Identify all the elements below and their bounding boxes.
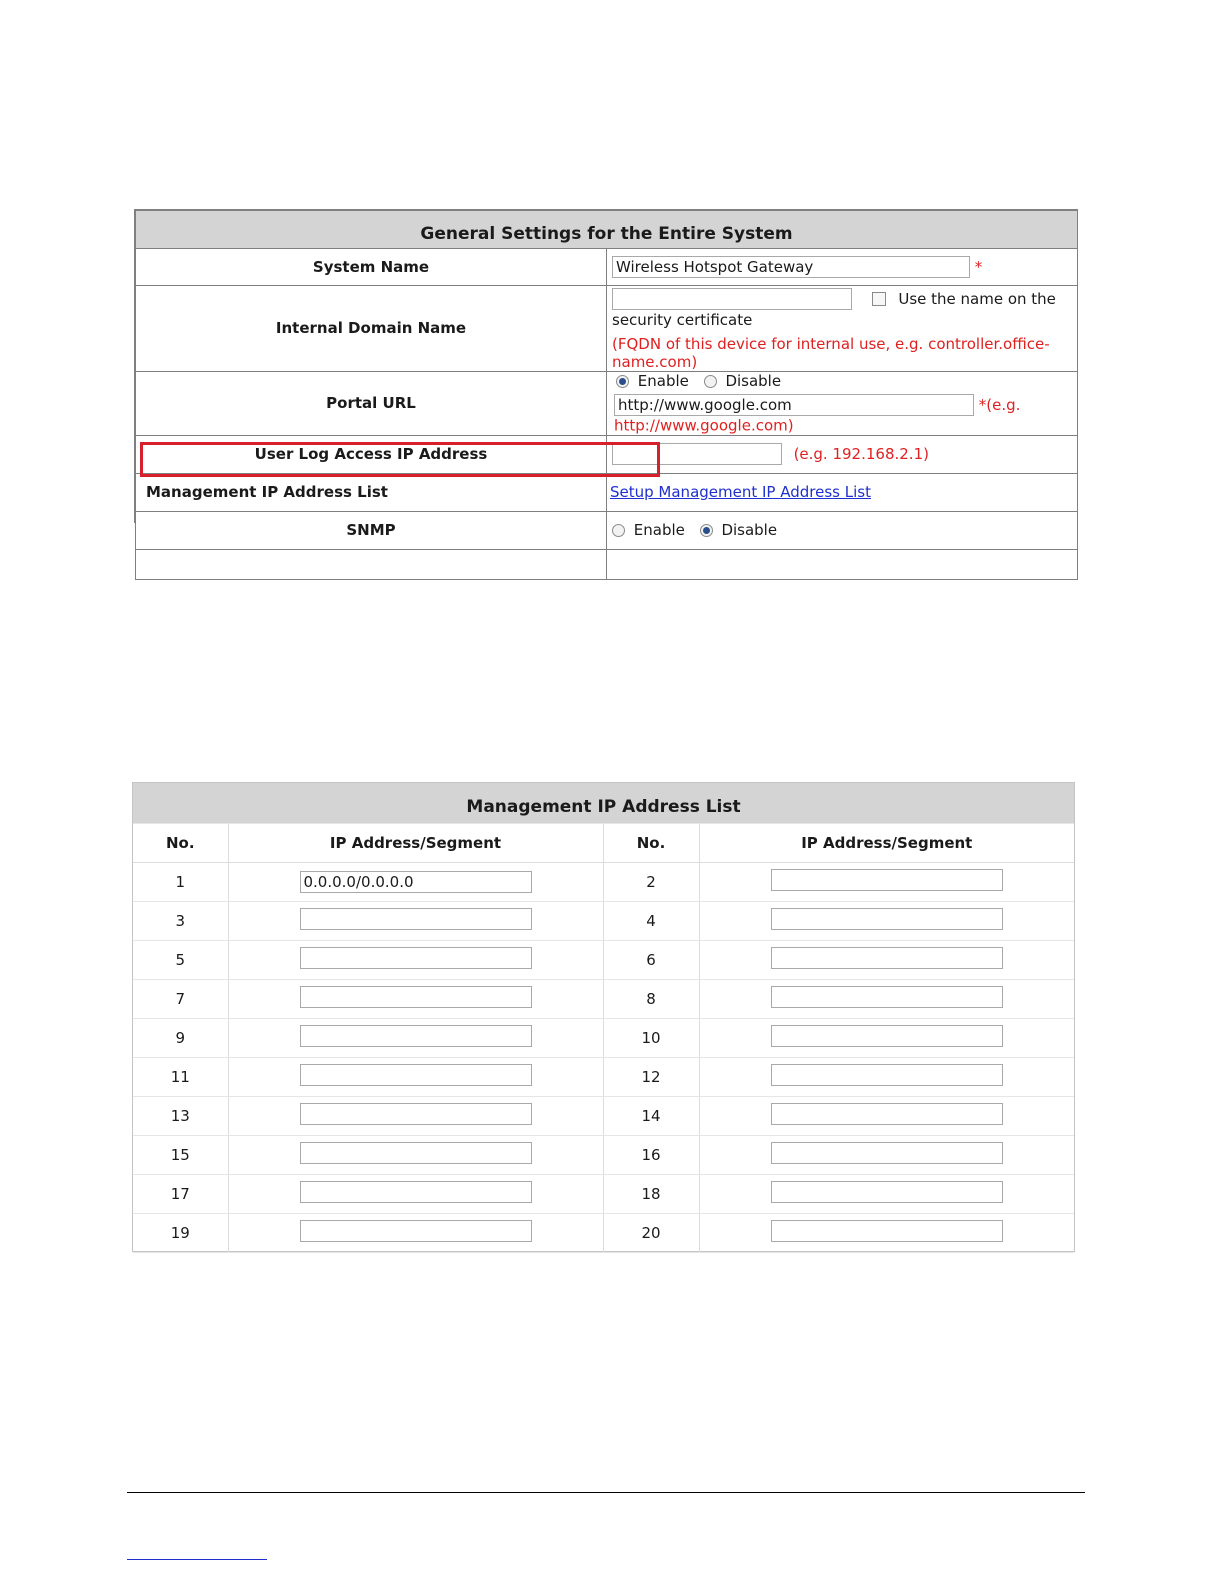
user-log-hint: (e.g. 192.168.2.1) [793, 445, 929, 463]
ip-address-input[interactable] [300, 1220, 532, 1242]
portal-url-hint: *(e.g. http://www.google.com) [614, 396, 1021, 435]
col-header-ip-left: IP Address/Segment [228, 823, 603, 862]
col-header-ip-right: IP Address/Segment [699, 823, 1074, 862]
ip-address-input[interactable] [771, 908, 1003, 930]
ip-cell [228, 1018, 603, 1057]
table-row [133, 1018, 1074, 1057]
user-log-ip-input[interactable] [612, 443, 782, 465]
portal-url-enable-label: Enable [637, 372, 689, 390]
footnote-rule [127, 1559, 267, 1560]
row-number: 14 [603, 1096, 699, 1135]
ip-cell [699, 1174, 1074, 1213]
snmp-disable-radio[interactable] [700, 524, 713, 537]
ip-address-input[interactable] [300, 1064, 532, 1086]
internal-domain-hint: (FQDN of this device for internal use, e.g. controller.office-name.com) [612, 334, 1050, 371]
row-number: 10 [603, 1018, 699, 1057]
ip-address-input[interactable] [300, 908, 532, 930]
ip-address-input[interactable] [771, 1181, 1003, 1203]
table-row [133, 979, 1074, 1018]
user-log-label: User Log Access IP Address [136, 435, 607, 473]
row-number: 15 [133, 1135, 228, 1174]
management-list-body [133, 862, 1074, 1252]
ip-address-input[interactable] [771, 1142, 1003, 1164]
row-number: 5 [133, 940, 228, 979]
portal-url-disable-radio[interactable] [704, 375, 717, 388]
internal-domain-label: Internal Domain Name [136, 286, 607, 372]
snmp-label: SNMP [136, 511, 607, 549]
management-ip-list-panel [132, 782, 1075, 1252]
ip-address-input[interactable] [300, 1025, 532, 1047]
table-row [133, 1213, 1074, 1252]
table-row [133, 901, 1074, 940]
portal-url-disable-label: Disable [725, 372, 782, 390]
system-name-input[interactable]: Wireless Hotspot Gateway [612, 256, 970, 278]
row-number: 20 [603, 1213, 699, 1252]
portal-url-enable-radio[interactable] [616, 375, 629, 388]
ip-cell [699, 1213, 1074, 1252]
row-number: 12 [603, 1057, 699, 1096]
row-number: 8 [603, 979, 699, 1018]
ip-cell [699, 901, 1074, 940]
ip-cell [228, 1135, 603, 1174]
ip-cell [228, 901, 603, 940]
ip-address-input[interactable] [300, 986, 532, 1008]
ip-address-input[interactable] [771, 947, 1003, 969]
general-settings-title: General Settings for the Entire System [136, 211, 1078, 249]
ip-address-input[interactable]: 0.0.0.0/0.0.0.0 [300, 871, 532, 893]
snmp-enable-radio[interactable] [612, 524, 625, 537]
ip-address-input[interactable] [771, 986, 1003, 1008]
internal-domain-input[interactable] [612, 288, 852, 310]
table-row [133, 940, 1074, 979]
required-mark: * [974, 258, 983, 276]
row-number: 9 [133, 1018, 228, 1057]
ip-cell [699, 1096, 1074, 1135]
row-number: 13 [133, 1096, 228, 1135]
ip-cell [228, 1213, 603, 1252]
row-number: 4 [603, 901, 699, 940]
row-number: 19 [133, 1213, 228, 1252]
table-row [133, 1096, 1074, 1135]
ip-address-input[interactable] [300, 1181, 532, 1203]
ip-cell [228, 940, 603, 979]
ip-address-input[interactable] [771, 1064, 1003, 1086]
table-row [133, 1057, 1074, 1096]
row-number: 17 [133, 1174, 228, 1213]
management-ip-label: Management IP Address List [136, 473, 607, 511]
table-row [133, 1135, 1074, 1174]
ip-cell [699, 1135, 1074, 1174]
general-settings-panel [134, 209, 1078, 540]
table-row [133, 1174, 1074, 1213]
row-number: 1 [133, 862, 228, 901]
ip-cell [699, 862, 1074, 901]
ip-cell [699, 979, 1074, 1018]
row-number: 16 [603, 1135, 699, 1174]
use-certificate-checkbox[interactable] [872, 292, 886, 306]
ip-cell [699, 1018, 1074, 1057]
ip-address-input[interactable] [771, 1103, 1003, 1125]
row-number: 3 [133, 901, 228, 940]
snmp-enable-label: Enable [633, 521, 685, 540]
ip-address-input[interactable] [300, 1142, 532, 1164]
cut-off-row [136, 549, 607, 579]
ip-address-input[interactable] [300, 947, 532, 969]
snmp-disable-label: Disable [721, 521, 778, 540]
portal-url-input[interactable]: http://www.google.com [614, 394, 974, 416]
table-row [133, 862, 1074, 901]
row-number: 18 [603, 1174, 699, 1213]
use-certificate-label: Use the name on the security certificate [612, 290, 1056, 329]
col-header-no-left: No. [133, 823, 228, 862]
footer-rule [127, 1492, 1085, 1493]
ip-cell [228, 979, 603, 1018]
col-header-no-right: No. [603, 823, 699, 862]
ip-address-input[interactable] [300, 1103, 532, 1125]
ip-cell [228, 1174, 603, 1213]
setup-management-ip-link[interactable]: Setup Management IP Address List [610, 483, 871, 501]
ip-cell [228, 1057, 603, 1096]
row-number: 7 [133, 979, 228, 1018]
portal-url-label: Portal URL [136, 371, 607, 435]
ip-cell [699, 940, 1074, 979]
row-number: 6 [603, 940, 699, 979]
row-number: 2 [603, 862, 699, 901]
ip-cell [228, 862, 603, 901]
ip-address-input[interactable] [771, 1025, 1003, 1047]
ip-address-input[interactable] [771, 1220, 1003, 1242]
system-name-label: System Name [136, 249, 607, 286]
ip-cell [228, 1096, 603, 1135]
row-number: 11 [133, 1057, 228, 1096]
ip-address-input[interactable] [771, 869, 1003, 891]
management-list-title: Management IP Address List [133, 783, 1074, 823]
ip-cell [699, 1057, 1074, 1096]
